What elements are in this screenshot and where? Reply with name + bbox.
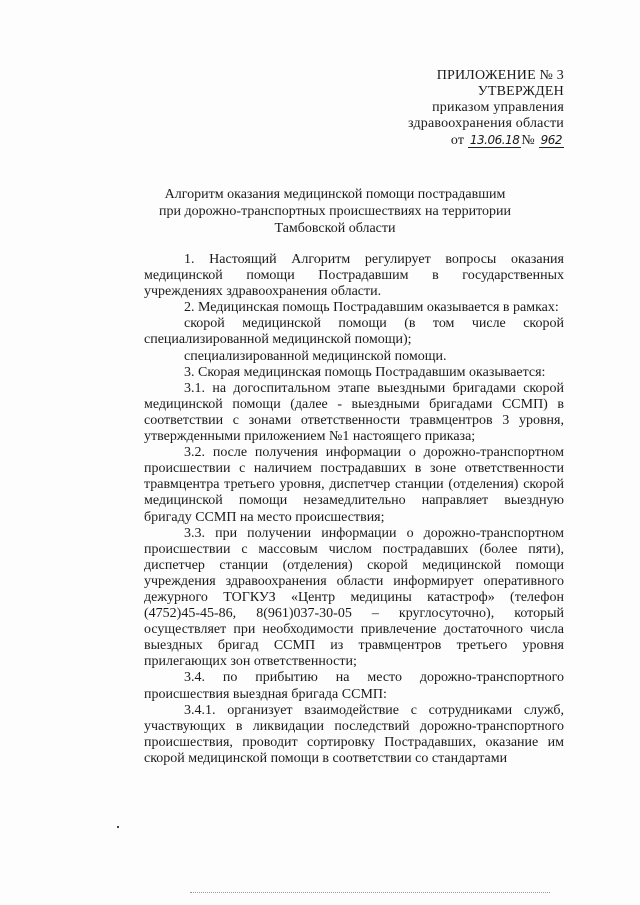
title-line-1: Алгоритм оказания медицинской помощи пострадавшим xyxy=(164,187,506,202)
approval-stamp-block xyxy=(374,68,564,149)
scan-footer-artifact xyxy=(190,892,550,894)
order-date: 13.06.18 xyxy=(469,133,520,147)
paragraph-2: 2. Медицинская помощь Пострадавшим оказывается в рамках: xyxy=(184,300,559,316)
title-line-3: Тамбовской области xyxy=(274,221,396,236)
paragraph-3-4-1: 3.4.1. организует взаимодействие с сотрудниками служб, участвующих в ликвидации последствий дорожно-транспортного происшествия, проводит сортировку Пострадавших, оказание им скорой медицинской помощи в соответствии со стандартами xyxy=(144,702,564,766)
order-number: 962 xyxy=(540,133,562,147)
paragraph-3-1: 3.1. на догоспитальном этапе выездными бригадами скорой медицинской помощи (далее - выездными бригадами ССМП) в соответствии с зонами ответственности травмцентров 3 уровня, утвержденными приложением №1 настоящего приказа; xyxy=(144,380,564,445)
scan-speck xyxy=(117,826,119,828)
title-line-2: при дорожно-транспортных происшествиях на территории xyxy=(159,204,511,219)
paragraph-3-4: 3.4. по прибытию на место дорожно-транспортного происшествия выездная бригада ССМП: xyxy=(144,670,564,702)
paragraph-3-3: 3.3. при получении информации о дорожно-транспортном происшествии с массовым числом пострадавших (более пяти), диспетчер станции (отделения) скорой медицинской помощи учреждения здравоохранения области информирует оперативного дежурного ТОГКУЗ «Центр медицины катастроф» (телефон (4752)45-45-86, 8(961)037-30-05 – круглосуточно), который осуществляет при необходимости привлечение достаточного числа выездных бригад ССМП из травмцентров третьего уровня прилегающих зон ответственности; xyxy=(144,525,564,670)
approved-label: УТВЕРЖДЕН xyxy=(477,84,564,99)
appendix-number: ПРИЛОЖЕНИЕ № 3 xyxy=(436,68,564,83)
paragraph-1: 1. Настоящий Алгоритм регулирует вопросы оказания медицинской помощи Пострадавшим в государственных учреждениях здравоохранения области. xyxy=(144,252,564,300)
paragraph-3: 3. Скорая медицинская помощь Пострадавшим оказывается: xyxy=(184,364,546,380)
order-date-line xyxy=(374,132,564,149)
order-label: приказом управления xyxy=(432,100,564,115)
paragraph-2-item-2: специализированной медицинской помощи. xyxy=(184,348,447,364)
number-prefix: № xyxy=(521,133,535,148)
department-label: здравоохранения области xyxy=(407,116,564,131)
document-body xyxy=(144,252,564,767)
date-prefix: от xyxy=(450,133,465,148)
paragraph-3-2: 3.2. после получения информации о дорожно-транспортном происшествии с наличием пострадавших в зоне ответственности травмцентра третьего уровня, диспетчер станции (отделения) скорой медицинской помощи незамедлительно направляет выездную бригаду ССМП на место происшествия; xyxy=(144,445,564,525)
paragraph-2-item-1: скорой медицинской помощи (в том числе скорой специализированной медицинской помощи); xyxy=(144,316,564,348)
document-title xyxy=(110,186,560,237)
